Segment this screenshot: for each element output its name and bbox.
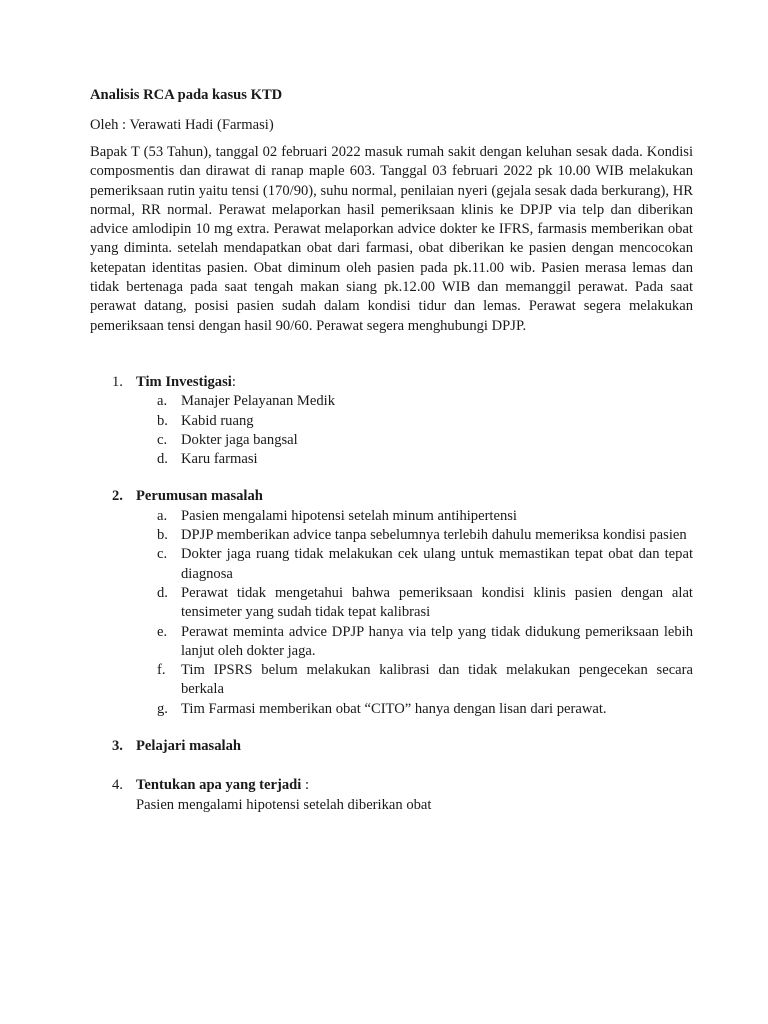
item-text: Pasien mengalami hipotensi setelah minum antihipertensi: [181, 507, 517, 524]
item-text: Perawat tidak mengetahui bahwa pemeriksaan kondisi klinis pasien dengan alat tensimeter yang sudah tidak tepat kalibrasi: [181, 584, 693, 621]
section-number: 2.: [112, 488, 123, 505]
section-heading: [90, 737, 693, 756]
item-letter: c.: [157, 546, 168, 563]
item-letter: f.: [157, 662, 166, 679]
section-pelajari-masalah: [90, 737, 693, 756]
item-text: Dokter jaga bangsal: [181, 431, 298, 448]
section-title: Tentukan apa yang terjadi: [136, 777, 302, 794]
section-tim-investigasi: [90, 373, 693, 469]
list-item: [90, 392, 693, 411]
item-text: Kabid ruang: [181, 412, 254, 429]
document-page: [90, 85, 693, 833]
case-paragraph: Bapak T (53 Tahun), tanggal 02 februari 2022 masuk rumah sakit dengan keluhan sesak dada. Kondisi composmentis dan dirawat di ranap maple 603. Tanggal 03 februari 2022 pk 10.00 WIB melakukan pemeriksaan rutin yaitu tensi (170/90), suhu normal, penilaian nyeri (gejala sesak dada berkurang), HR normal, RR normal. Perawat melaporkan hasil pemeriksaan klinis ke DPJP via telp dan diberikan advice amlodipin 10 mg extra. Perawat melaporkan advice dokter ke IFRS, farmasis memberikan obat yang diminta. setelah mendapatkan obat dari farmasi, obat diberikan ke pasien dengan mencocokan ketepatan identitas pasien. Obat diminum oleh pasien pada pk.11.00 wib. Pasien merasa lemas dan tidak bertenaga pada saat tengah makan siang pk.12.00 WIB dan memanggil perawat. Pada saat perawat datang, posisi pasien sudah dalam kondisi tidur dan lemas. Perawat segera melakukan pemeriksaan tensi dengan hasil 90/60. Perawat segera menghubungi DPJP.: [90, 144, 693, 334]
item-letter: d.: [157, 584, 168, 601]
item-letter: g.: [157, 700, 168, 717]
list-item: [90, 545, 693, 584]
section-title: Tim Investigasi: [136, 373, 232, 390]
item-letter: e.: [157, 623, 168, 640]
item-letter: b.: [157, 412, 168, 429]
section-heading: [90, 776, 693, 795]
item-letter: b.: [157, 527, 168, 544]
section-suffix: :: [301, 777, 310, 794]
item-text: Tim IPSRS belum melakukan kalibrasi dan tidak melakukan pengecekan secara berkala: [181, 662, 693, 698]
section-perumusan-masalah: [90, 487, 693, 719]
section-title: Perumusan masalah: [136, 488, 263, 505]
document-title: Analisis RCA pada kasus KTD: [90, 87, 283, 103]
item-text: DPJP memberikan advice tanpa sebelumnya terlebih dahulu memeriksa kondisi pasien: [181, 527, 687, 544]
section-tentukan-yang-terjadi: [90, 776, 693, 815]
section-number: 1.: [112, 373, 123, 390]
item-text: Dokter jaga ruang tidak melakukan cek ulang untuk memastikan tepat obat dan tepat diagnosa: [181, 546, 693, 582]
section-title: Pelajari masalah: [136, 738, 241, 755]
item-letter: d.: [157, 451, 168, 468]
section-heading: [90, 373, 693, 392]
list-item: [90, 700, 693, 719]
list-item: [90, 526, 693, 545]
list-item: [90, 584, 693, 623]
section-suffix: :: [231, 373, 236, 390]
item-letter: a.: [157, 507, 168, 524]
section-number: 4.: [112, 777, 123, 794]
sections-list: [90, 373, 693, 815]
item-text: Tim Farmasi memberikan obat “CITO” hanya dengan lisan dari perawat.: [181, 700, 607, 717]
item-text: Karu farmasi: [181, 451, 258, 468]
problem-list: [90, 507, 693, 719]
item-text: Perawat meminta advice DPJP hanya via telp yang tidak didukung pemeriksaan lebih lanjut oleh dokter jaga.: [181, 623, 693, 659]
section-heading: [90, 487, 693, 506]
list-item: [90, 431, 693, 450]
item-letter: c.: [157, 431, 168, 448]
section-body: Pasien mengalami hipotensi setelah diberikan obat: [136, 796, 432, 813]
list-item: [90, 450, 693, 469]
list-item: [90, 661, 693, 700]
section-number: 3.: [112, 738, 123, 755]
item-letter: a.: [157, 393, 168, 410]
team-list: [90, 392, 693, 469]
list-item: [90, 412, 693, 431]
document-author: Oleh : Verawati Hadi (Farmasi): [90, 117, 274, 133]
list-item: [90, 507, 693, 526]
item-text: Manajer Pelayanan Medik: [181, 393, 335, 410]
list-item: [90, 623, 693, 662]
